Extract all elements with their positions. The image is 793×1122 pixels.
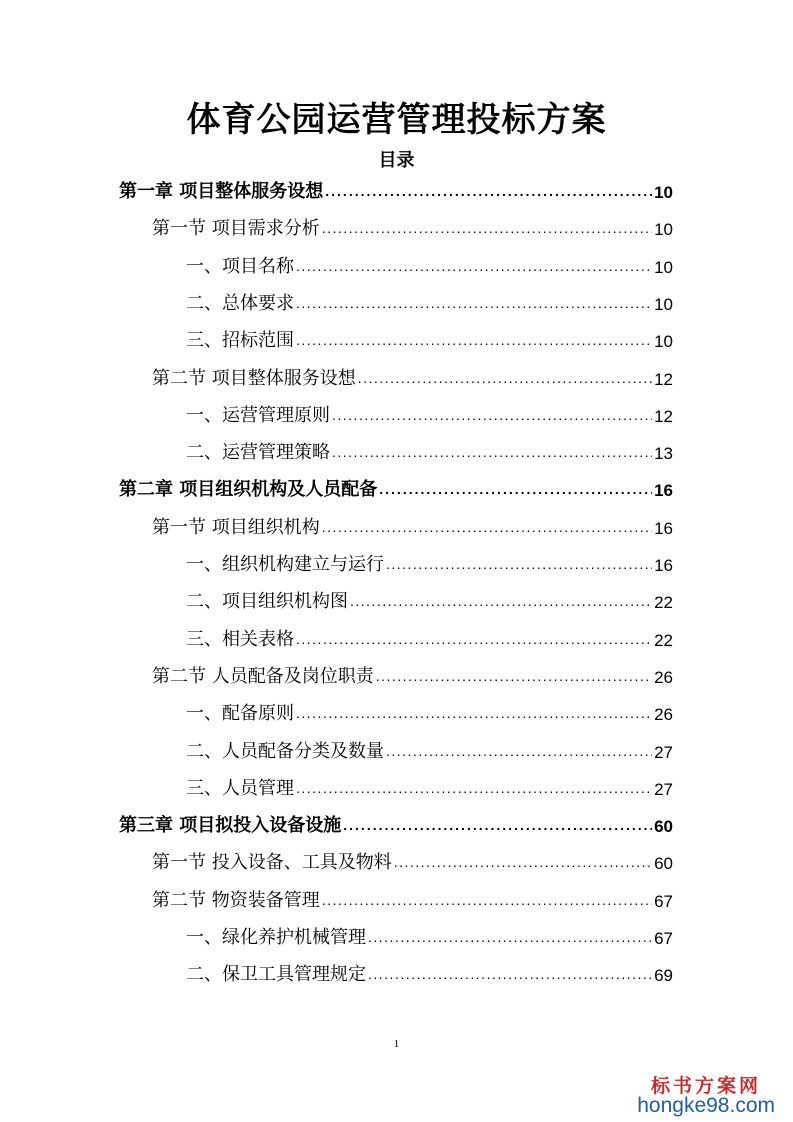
toc-entry-page: 10	[654, 220, 673, 240]
toc-entry-label: 一、项目名称	[186, 255, 294, 277]
toc-dot-leader	[296, 331, 652, 349]
toc-entry-level1[interactable]	[119, 175, 673, 203]
toc-dot-leader	[368, 928, 652, 946]
toc-entry-page: 60	[654, 854, 673, 874]
toc-entry-label: 三、招标范围	[186, 330, 294, 352]
toc-entry-level3[interactable]	[186, 697, 673, 725]
toc-entry-label: 二、运营管理策略	[186, 442, 330, 464]
toc-entry-level3[interactable]	[186, 623, 673, 651]
toc-entry-page: 67	[654, 891, 673, 911]
watermark-url: hongke98.com	[637, 1094, 775, 1117]
toc-dot-leader	[350, 592, 652, 610]
toc-entry-page: 10	[654, 294, 673, 314]
toc-entry-page: 22	[654, 593, 673, 613]
toc-entry-level1[interactable]	[119, 809, 673, 837]
toc-entry-level3[interactable]	[186, 250, 673, 278]
toc-entry-page: 10	[654, 332, 673, 352]
page-number: 1	[393, 1038, 400, 1050]
toc-dot-leader	[394, 853, 652, 871]
toc-entry-label: 二、总体要求	[186, 292, 294, 314]
toc-dot-leader	[386, 742, 652, 760]
toc-entry-label: 三、相关表格	[186, 628, 294, 650]
toc-dot-leader	[379, 480, 652, 498]
toc-entry-page: 10	[654, 257, 673, 277]
toc-entry-label: 第一节 项目需求分析	[152, 218, 320, 240]
toc-entry-level2[interactable]	[152, 212, 673, 240]
toc-entry-label: 第一章 项目整体服务设想	[119, 181, 324, 202]
toc-entry-page: 60	[654, 817, 673, 837]
toc-entry-level3[interactable]	[186, 735, 673, 763]
toc-entry-level3[interactable]	[186, 399, 673, 427]
toc-entry-label: 二、项目组织机构图	[186, 591, 348, 613]
toc-entry-page: 26	[654, 705, 673, 725]
toc-entry-level2[interactable]	[152, 884, 673, 912]
toc-entry-page: 10	[654, 183, 673, 202]
toc-entry-level3[interactable]	[186, 772, 673, 800]
toc-entry-level3[interactable]	[186, 436, 673, 464]
toc-entry-level3[interactable]	[186, 548, 673, 576]
toc-entry-page: 27	[654, 742, 673, 762]
toc-entry-level3[interactable]	[186, 921, 673, 949]
toc-entry-page: 26	[654, 667, 673, 687]
toc-entry-page: 12	[654, 369, 673, 389]
toc-dot-leader	[296, 704, 652, 722]
toc-entry-label: 一、绿化养护机械管理	[186, 927, 366, 948]
toc-dot-leader	[322, 891, 652, 909]
document-title: 体育公园运营管理投标方案	[186, 100, 607, 140]
toc-entry-label: 二、人员配备分类及数量	[186, 740, 384, 762]
toc-entry-level2[interactable]	[152, 511, 673, 539]
toc-entry-level2[interactable]	[152, 362, 673, 390]
toc-entry-page: 12	[654, 406, 673, 426]
toc-entry-page: 69	[654, 966, 673, 986]
toc-entry-page: 22	[654, 630, 673, 650]
toc-entry-page: 67	[654, 929, 673, 948]
toc-entry-label: 一、配备原则	[186, 703, 294, 725]
toc-heading: 目录	[378, 150, 415, 171]
toc-entry-label: 二、保卫工具管理规定	[186, 964, 366, 986]
toc-dot-leader	[343, 816, 652, 834]
toc-entry-level3[interactable]	[186, 958, 673, 986]
toc-entry-label: 第二节 物资装备管理	[152, 889, 320, 911]
toc-entry-label: 一、组织机构建立与运行	[186, 554, 384, 575]
toc-entry-level3[interactable]	[186, 585, 673, 613]
toc-dot-leader	[296, 257, 652, 275]
toc-entry-label: 第二节 人员配备及岗位职责	[152, 665, 374, 687]
toc-entry-label: 第二节 项目整体服务设想	[152, 367, 356, 389]
toc-entry-page: 16	[654, 481, 673, 501]
toc-dot-leader	[296, 779, 652, 797]
toc-dot-leader	[322, 518, 652, 536]
toc-entry-page: 13	[654, 444, 673, 464]
toc-entry-label: 第一节 投入设备、工具及物料	[152, 852, 392, 874]
toc-dot-leader	[296, 294, 652, 312]
toc-entry-page: 16	[654, 556, 673, 575]
toc-dot-leader	[332, 443, 652, 461]
toc-entry-page: 27	[654, 779, 673, 799]
toc-entry-page: 16	[654, 518, 673, 538]
toc-dot-leader	[358, 369, 652, 387]
toc-dot-leader	[322, 219, 652, 237]
toc-entry-label: 三、人员管理	[186, 777, 294, 799]
toc-entry-level2[interactable]	[152, 660, 673, 688]
toc-entry-level1[interactable]	[119, 473, 673, 501]
toc-entry-label: 第二章 项目组织机构及人员配备	[119, 479, 378, 501]
toc-entry-label: 一、运营管理原则	[186, 404, 330, 426]
toc-entry-level3[interactable]	[186, 324, 673, 352]
toc-entry-level2[interactable]	[152, 846, 673, 874]
toc-dot-leader	[368, 965, 652, 983]
toc-dot-leader	[376, 667, 652, 685]
watermark-site-name: 标书方案网	[650, 1075, 761, 1097]
toc-dot-leader	[325, 182, 652, 200]
toc-entry-label: 第一节 项目组织机构	[152, 516, 320, 538]
toc-dot-leader	[332, 406, 652, 424]
toc-entry-level3[interactable]	[186, 287, 673, 315]
toc-dot-leader	[296, 630, 652, 648]
toc-entry-label: 第三章 项目拟投入设备设施	[119, 815, 342, 837]
toc-dot-leader	[386, 555, 652, 573]
